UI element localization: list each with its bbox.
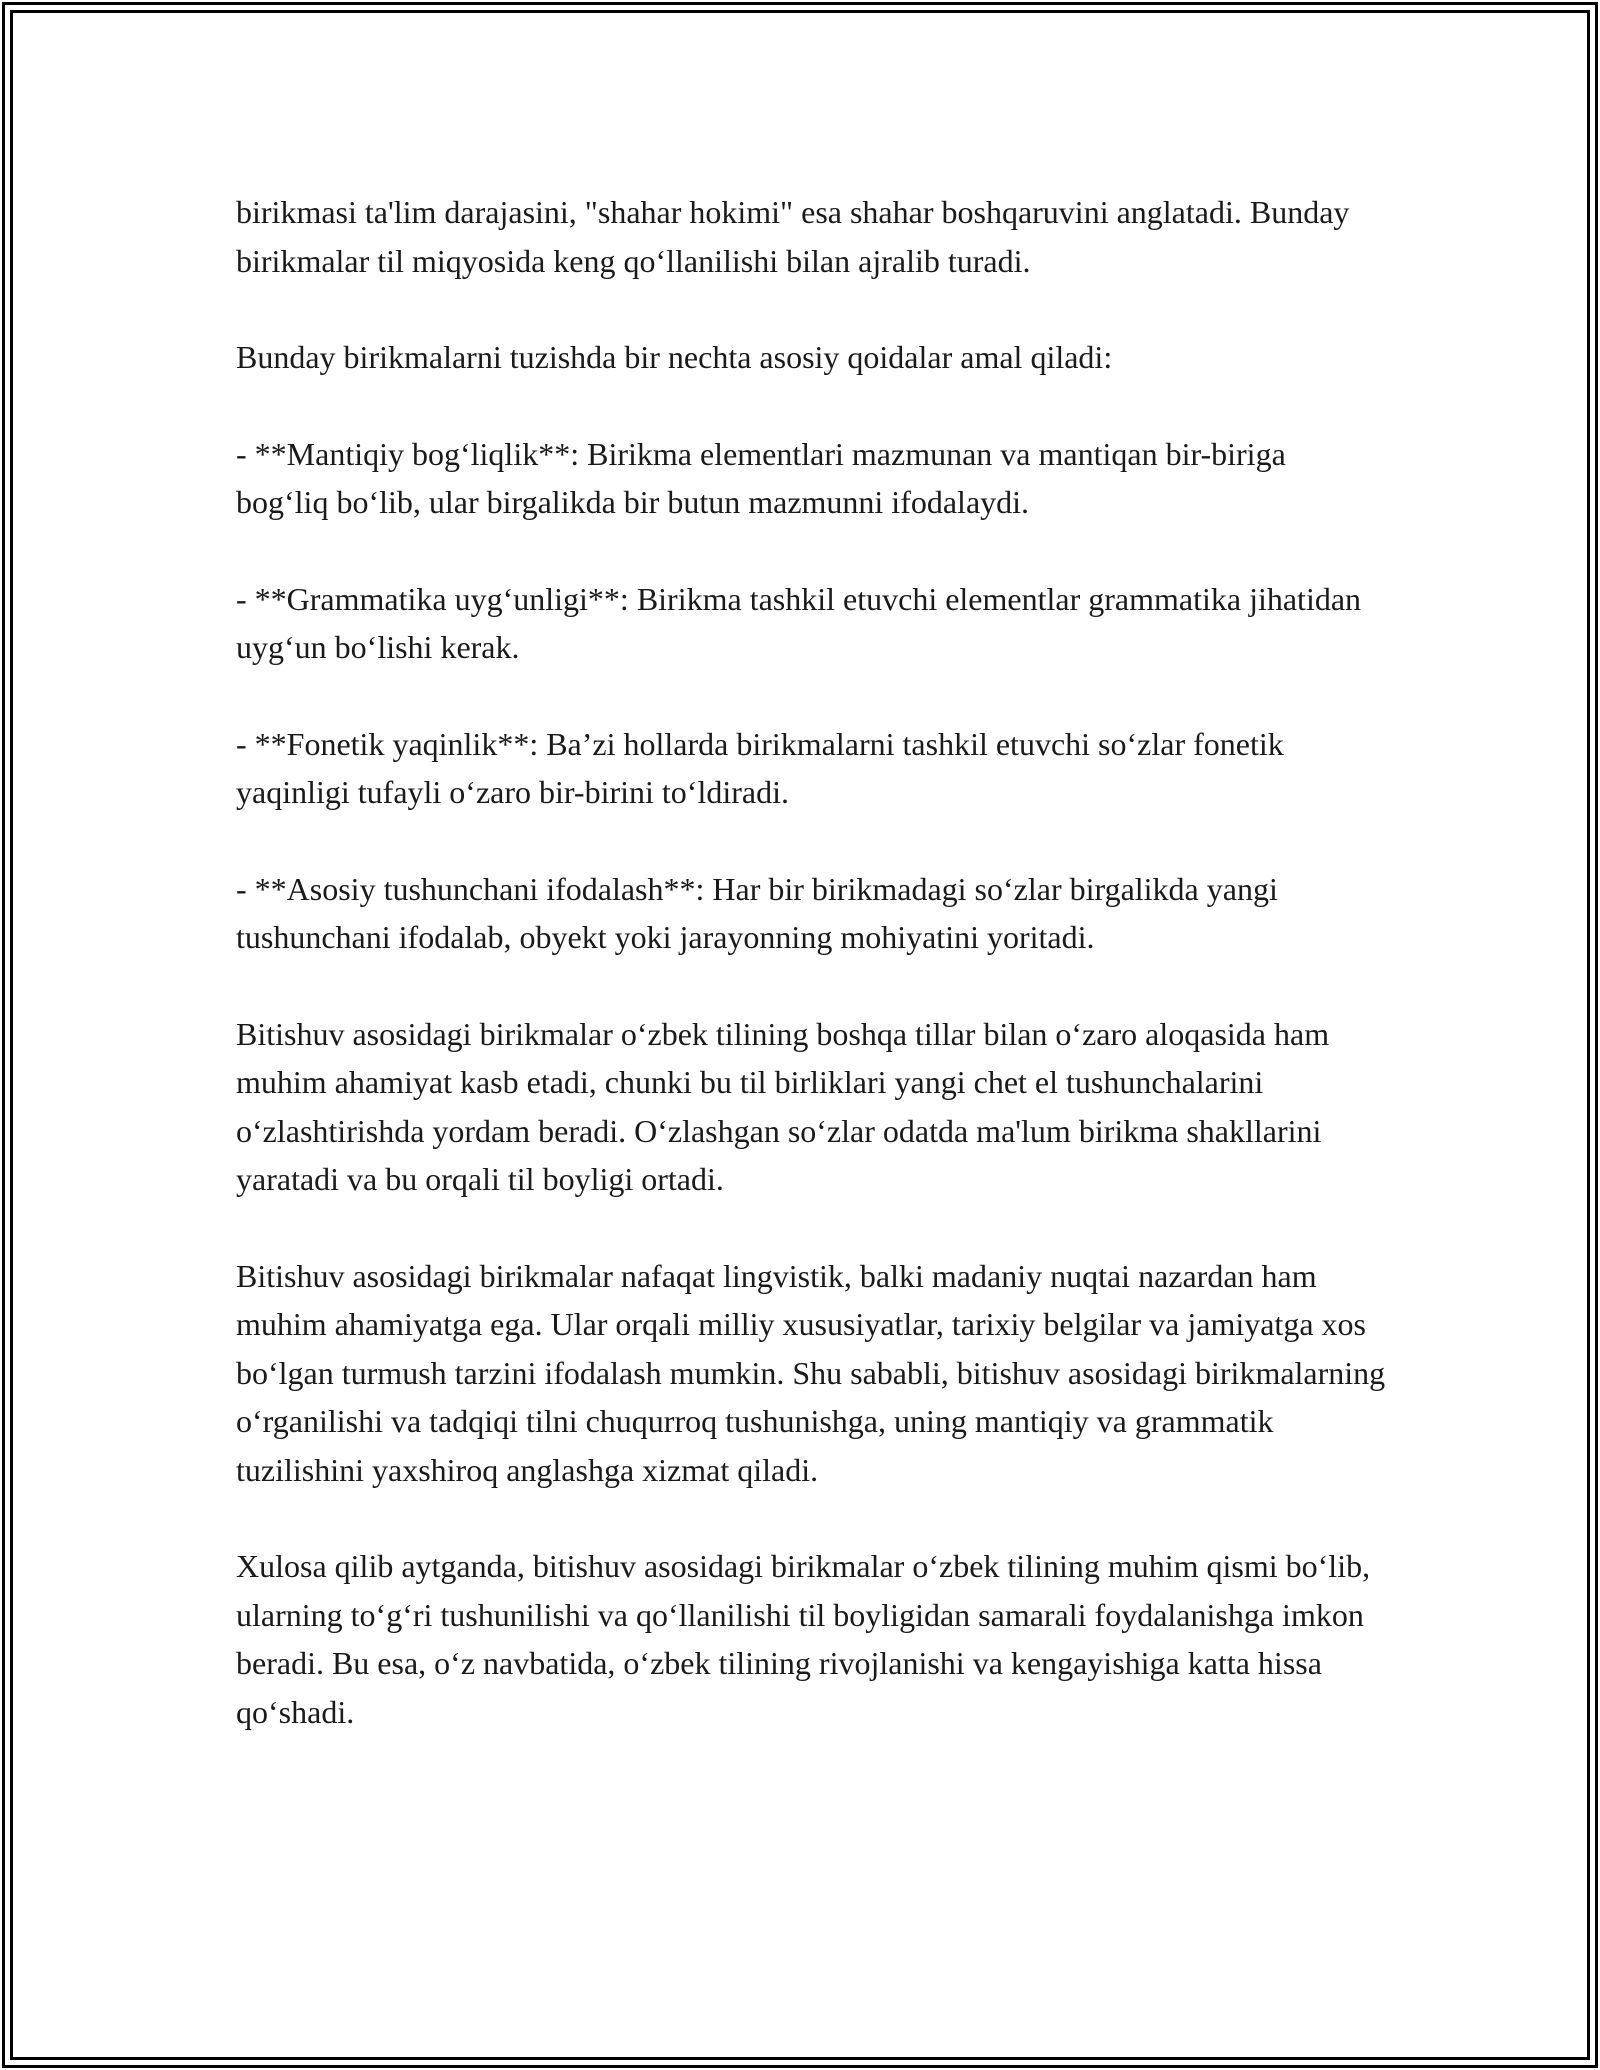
- paragraph: Bunday birikmalarni tuzishda bir nechta asosiy qoidalar amal qiladi:: [236, 339, 1113, 375]
- paragraph: Bitishuv asosidagi birikmalar o‘zbek tilining boshqa tillar bilan o‘zaro aloqasida ham muhim ahamiyat kasb etadi, chunki bu til birliklari yangi chet el tushunchalarini o‘zlashtirishda yordam beradi. O‘zlashgan so‘zlar odatda ma'lum birikma shakllarini yaratadi va bu orqali til boyligi ortadi.: [236, 1015, 1330, 1197]
- document-body: [236, 188, 1386, 1784]
- list-item: - **Grammatika uyg‘unligi**: Birikma tashkil etuvchi elementlar grammatika jihatidan uyg‘un bo‘lishi kerak.: [236, 580, 1362, 665]
- paragraph: birikmasi ta'lim darajasini, "shahar hokimi" esa shahar boshqaruvini anglatadi. Bunday birikmalar til miqyosida keng qo‘llanilishi bilan ajralib turadi.: [236, 194, 1350, 279]
- list-item: - **Fonetik yaqinlik**: Ba’zi hollarda birikmalarni tashkil etuvchi so‘zlar fonetik yaqinligi tufayli o‘zaro bir-birini to‘ldiradi.: [236, 725, 1284, 810]
- list-item: - **Asosiy tushunchani ifodalash**: Har bir birikmadagi so‘zlar birgalikda yangi tushunchani ifodalab, obyekt yoki jarayonning mohiyatini yoritadi.: [236, 870, 1278, 955]
- paragraph: Bitishuv asosidagi birikmalar nafaqat lingvistik, balki madaniy nuqtai nazardan ham muhim ahamiyatga ega. Ular orqali milliy xususiyatlar, tarixiy belgilar va jamiyatga xos bo‘lgan turmush tarzini ifodalash mumkin. Shu sababli, bitishuv asosidagi birikmalarning o‘rganilishi va tadqiqi tilni chuqurroq tushunishga, uning mantiqiy va grammatik tuzilishini yaxshiroq anglashga xizmat qiladi.: [236, 1257, 1386, 1488]
- paragraph: Xulosa qilib aytganda, bitishuv asosidagi birikmalar o‘zbek tilining muhim qismi bo‘lib, ularning to‘g‘ri tushunilishi va qo‘llanilishi til boyligidan samarali foydalanishga imkon beradi. Bu esa, o‘z navbatida, o‘zbek tilining rivojlanishi va kengayishiga katta hissa qo‘shadi.: [236, 1548, 1371, 1730]
- list-item: - **Mantiqiy bog‘liqlik**: Birikma elementlari mazmunan va mantiqan bir-biriga bog‘liq bo‘lib, ular birgalikda bir butun mazmunni ifodalaydi.: [236, 435, 1286, 520]
